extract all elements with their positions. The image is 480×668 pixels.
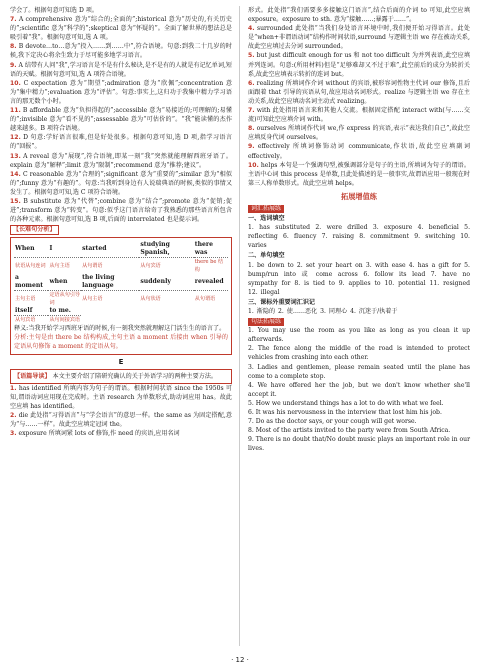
item-text: with 此处指用语言来和其他人交流。根据固定搭配 interact with(与……交流)可知此空应填介词 with。	[248, 107, 471, 124]
answer-item	[10, 411, 232, 429]
sentence-gloss: 从句状语	[139, 291, 193, 308]
item-text: A comprehensive 意为“综合的;全面的”;historical 意为“历史的,有关历史的”;scientific 意为“科学的”;skeptical 意为“怀疑的”。全面了解世界的想法总是吸引着“我”。根据句意可知,选 A 项。	[10, 16, 233, 42]
syntax-sentence: 2. The fence along the middle of the road is intended to protect vehicles from crashing into each other.	[248, 345, 470, 362]
item-number: 13.	[10, 152, 21, 160]
item-number: 10.	[248, 161, 259, 169]
answer-item	[10, 197, 232, 224]
item-number: 1.	[10, 384, 17, 392]
sentence-gloss: 主句主语	[14, 291, 48, 308]
syntax-sentences	[248, 326, 470, 453]
item-text: C expectation 意为“期望”;admiration 意为“欣佩”;concentration 意为“集中精力”;evaluation 意为“评估”。句意:事实上,这归功于我集中精力学习语言的那无数个小时。	[10, 79, 233, 105]
answer-item	[10, 170, 232, 197]
item-number: 2.	[10, 412, 17, 419]
answer-item	[248, 142, 470, 160]
syntax-practice-label: 句法拓展练	[248, 318, 284, 326]
syntax-sentence: 8. Most of the artists invited to the party were from South Africa.	[248, 427, 451, 435]
item-number: 15.	[10, 197, 21, 205]
item-number: 4.	[248, 25, 255, 33]
sentence-row-3-words	[14, 307, 228, 316]
answer-item	[10, 106, 232, 133]
syntax-sentence: 3. Ladies and gentlemen, please remain seated until the plane has come to a complete stop.	[248, 363, 470, 380]
sentence-row-3-glosses	[14, 316, 228, 325]
item-number: 10.	[10, 79, 21, 87]
item-text: helps 本句是一个强调句型,被强调部分是句子的主语,所填词为句子的谓语。主语中心词 this process 是单数,且此处描述的是一般事实,故谓语应用一般现在时第三人称单数形式。故此空应填 helps。	[248, 161, 470, 187]
item-text: C reasonable 意为“合理的”;significant 意为“重要的”;similar 意为“相似的”;funny 意为“有趣的”。句意:当我听到身边有人说瑞典语的时候,类似的事情又发生了。根据句意可知,选 C 项符合语境。	[10, 170, 232, 196]
sentence-gloss: 状语从句连词	[14, 258, 48, 275]
part1-title: 一、选词填空	[248, 215, 285, 223]
sentence-row-1-words	[14, 241, 228, 258]
page-number: · 12 ·	[231, 656, 249, 664]
sentence-gloss: 从句间接宾语	[49, 317, 81, 324]
sentence-gloss: 从句宾语	[14, 316, 48, 325]
item-text: B substitute 意为“代替”;combine 意为“结合”;promote 意为“促销;促进”;transform 意为“转变”。句意:似乎这门语言给奇了我熟悉的那些语言所包含的各种元素。根据句意可知,选 B 项,后面的 interrelated 也是提示词。	[10, 197, 233, 224]
answer-item	[248, 6, 470, 24]
item-text: A reveal 意为“展现”,符合语境,即某一刻“我”突然就能理解西班牙语了。explain 意为“解释”;limit 意为“限制”;recommend 意为“推荐;建议”。	[10, 152, 233, 169]
sentence-analysis-box	[10, 237, 232, 354]
item-number: 3.	[10, 430, 17, 438]
sentence-row-1-glosses	[14, 258, 228, 275]
sentence-word: When	[15, 245, 35, 253]
sentence-gloss: 从句谓语	[81, 258, 139, 275]
answer-item	[248, 24, 470, 51]
answer-item	[10, 42, 232, 60]
section-e-heading: E	[118, 357, 124, 366]
sentence-word: the living language	[82, 274, 115, 290]
analysis-text: 分析:主句是由 there be 结构构成,主句主语 a moment 后接由 when 引导的定语从句修饰 a moment 的定语从句。	[14, 334, 228, 351]
answer-item	[10, 152, 232, 170]
syntax-sentence: 1. You may use the room as you like as long as you clean it up afterwards.	[248, 327, 470, 344]
vocab-practice-label: 词汇拓展练	[248, 205, 284, 213]
item-text: B devote…to…意为“投入……到……中”,符合语境。句意:到我二十几岁的时候,我下定决心将余生致力于尽可能多地学习语言。	[10, 43, 232, 60]
answer-item	[248, 51, 470, 78]
item-text: exposure 所填词紧 lots of 修饰,作 need 的宾语,应用名词	[18, 430, 180, 438]
answer-item	[248, 106, 470, 124]
sentence-gloss: there be 结构	[194, 258, 228, 275]
syntax-sentence: 6. It was his nervousness in the interview that lost him his job.	[248, 409, 442, 417]
sentence-gloss: 从句谓语	[194, 291, 228, 308]
item-text: D 句意:学好语言很难,但是好处很多。根据句意可知,选 D 项,指学习语言的“回报”。	[10, 134, 232, 151]
sentence-word: there was	[194, 241, 213, 257]
sentence-word: started	[82, 245, 107, 253]
answer-list-2	[10, 384, 232, 439]
item-text: die 此处指“习得语言”与“学会语言”的意思一样。the same as 为固定搭配,意为“与……一样”。故此空应填定冠词 the。	[10, 412, 232, 429]
item-number: 6.	[248, 79, 255, 87]
item-number: 9.	[10, 61, 17, 69]
answer-list-3	[248, 6, 470, 188]
answer-item	[10, 15, 232, 42]
item-text: surrounded 此处指“当我们身处语言环境中时,我们便开始习得语言。此处是“when+非谓语动词”结构作时间状语,surround 与逻辑主语 we 存在被动关系,故此空应填过去分词 surrounded。	[248, 25, 471, 51]
answer-item	[248, 124, 470, 142]
sentence-gloss: 从句主语	[81, 291, 139, 308]
sentence-analysis-tag: 【长难句分析】	[10, 225, 59, 235]
item-number: 7.	[248, 107, 255, 115]
answer-list-1	[10, 15, 232, 224]
part3-title: 三、课标外重要词汇识记	[248, 298, 316, 306]
item-number: 8.	[10, 43, 17, 51]
item-number: 5.	[248, 52, 255, 60]
part3-answers: 1. 渐隐的 2. 使……恶化 3. 同理心 4. 沉迷于/执着于	[248, 308, 398, 315]
sentence-row-2-glosses	[14, 291, 228, 308]
answer-item	[248, 79, 470, 106]
answer-item	[10, 61, 232, 79]
item-number: 8.	[248, 125, 255, 133]
right-column	[248, 6, 470, 454]
passage-guide-box	[10, 369, 232, 384]
item-text: but just difficult enough for us 和 not too difficult 为并列表语,此空应填并列连词。句意:(所用材料)但是“足够难却又不过于难”,此空前后的成分为转折关系,故此空应填表示转折的连词 but。	[248, 52, 470, 78]
item-number: 9.	[248, 143, 255, 151]
item-text: B affordable 意为“负担得起的”;accessible 意为“易接近的;可理解的;易懂的”;invisible 意为“看不见的”;assessable 意为“可估价的”。“我”能读懂的杰作越来越多。B 项符合语境。	[10, 107, 232, 133]
sentence-word: to me.	[49, 307, 71, 315]
sentence-word: I	[49, 245, 53, 253]
sentence-table	[14, 241, 228, 324]
item-text: has identified 所填内容为句子的谓语。根据时间状语 since the 1950s 可知,谓语动词应用现在完成时。主语 research 为单数形式,助动词应用 has。故此空应填 has identified。	[10, 384, 233, 410]
left-column	[10, 6, 232, 438]
column-divider	[239, 6, 240, 646]
item-number: 11.	[10, 107, 21, 115]
part2-answers: 1. be down to 2. set your heart on 3. with ease 4. has a gift for 5. bump/run into 或 come across 6. follow its lead 7. have no sympathy for 8. is tied to 9. applies to 10. potential 11. resigned 12. illegal	[248, 261, 470, 296]
item-text: realizing 所填词作介词 without 的宾语,被形容词性物主代词 our 修饰,且后面跟着 that 引导的宾语从句,故应用动名词形式。realize 与逻辑主语 we 存在主动关系,故此空应填动名词主动式 realizing。	[248, 79, 471, 105]
intro-text: 学会了。根据句意可知选 D 项。	[10, 7, 98, 14]
item-number: 14.	[10, 170, 21, 178]
syntax-sentence: 9. There is no doubt that/No doubt music plays an important role in our lives.	[248, 436, 470, 453]
passage-guide-tag: 【语篇导读】	[14, 372, 51, 380]
sentence-word: when	[49, 278, 68, 286]
sentence-word: suddenly	[140, 278, 171, 286]
item-text: ourselves 所填词作代词 we,作 express 的宾语,表示“表达我们自己”,故此空应填反身代词 ourselves。	[248, 125, 470, 142]
item-number: 12.	[10, 134, 21, 142]
syntax-sentence: 4. We have offered her the job, but we don't know whether she'll accept it.	[248, 381, 470, 398]
syntax-sentence: 7. Do as the doctor says, or your cough will get worse.	[248, 418, 417, 426]
item-text: effectively 所填词修饰动词 communicate,作状语,故此空应填副词 effectively。	[248, 143, 470, 160]
sentence-word: studying Spanish,	[140, 241, 170, 257]
paraphrase-text: 释义:当我开始学习西班牙语的时候,有一刻我突然就理解这门活生生的语言了。	[14, 325, 226, 333]
part1-answers: 1. has substituted 2. were drilled 3. exposure 4. beneficial 5. reflecting 6. fluency 7. raising 8. commitment 9. switching 10. varies	[248, 224, 470, 250]
syntax-sentence: 5. How we understand things has a lot to do with what we feel.	[248, 399, 444, 407]
sentence-gloss: 从句宾语	[139, 258, 193, 275]
item-number: 7.	[10, 16, 17, 24]
item-text: 形式。此处指“我们需要多多接触这门语言”,结合后面的介词 to 可知,此空应填 exposure。exposure to sth. 意为“接触……;暴露于……”。	[248, 7, 470, 24]
answer-item	[10, 429, 232, 438]
sentence-gloss: 定语从句引导词	[49, 292, 81, 307]
extension-title: 拓展增值练	[341, 191, 377, 201]
passage-guide-text: 本文主要介绍了陪研究确认的关于外语学习的两种主要方法。	[52, 372, 218, 380]
answer-item	[10, 133, 232, 151]
answer-item	[248, 161, 470, 188]
sentence-row-2-words	[14, 274, 228, 291]
sentence-word: a moment	[15, 274, 44, 290]
item-text: A 结带有人问“我”,学习语言是不是有什么秘诀,是不是有的人就是有记忆单词,短语的天赋。根据句意可知,选 A 项符合语境。	[10, 61, 233, 78]
sentence-gloss: 从句主语	[48, 258, 81, 275]
sentence-word: itself	[15, 307, 33, 315]
answer-item	[10, 79, 232, 106]
sentence-word: revealed	[194, 278, 224, 286]
answer-item	[10, 384, 232, 411]
part2-title: 二、单句填空	[248, 252, 285, 260]
